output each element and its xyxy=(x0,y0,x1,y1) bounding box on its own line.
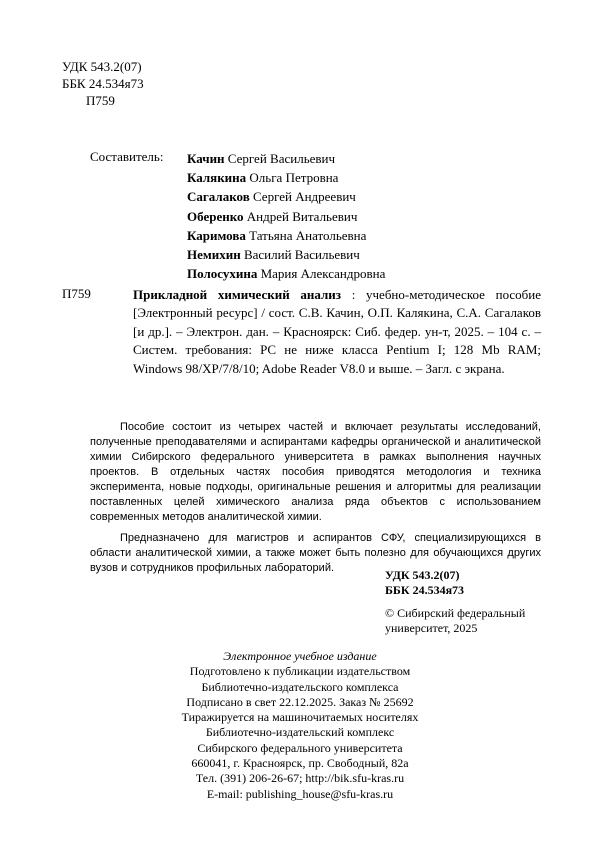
imprint-line: Подписано в свет 22.12.2025. Заказ № 25692 xyxy=(186,694,414,709)
compiler-entry xyxy=(187,226,385,245)
compiler-surname: Каримова xyxy=(187,227,246,243)
imprint-line: Библиотечно-издательского комплекса xyxy=(201,679,399,694)
classification-block-bottom xyxy=(385,568,464,598)
imprint xyxy=(120,649,480,802)
compiler-name: Мария Александровна xyxy=(260,266,386,282)
compiler-surname: Оберенко xyxy=(187,208,244,224)
copyright xyxy=(385,606,525,636)
imprint-line: E-mail: publishing_house@sfu-kras.ru xyxy=(206,786,394,801)
compiler-surname: Сагалаков xyxy=(187,189,250,205)
compiler-entry xyxy=(187,187,385,206)
compiler-surname: Качин xyxy=(187,151,225,166)
imprint-line: Сибирского федерального университета xyxy=(197,740,403,755)
compiler-name: Татьяна Анатольевна xyxy=(249,227,367,243)
bibliographic-record xyxy=(133,286,541,378)
edition-type: Электронное учебное издание xyxy=(223,649,377,663)
compiler-entry xyxy=(187,264,385,283)
record-index: П759 xyxy=(62,286,91,301)
imprint-line: Тиражируется на машиночитаемых носителях xyxy=(181,710,419,725)
imprint-line: Подготовлено к публикации издательством xyxy=(189,664,411,679)
abstract xyxy=(90,420,541,576)
classification-block-top xyxy=(62,58,144,109)
udk-code: УДК 543.2(07) xyxy=(62,59,142,74)
copyright-line: университет, 2025 xyxy=(385,621,478,635)
compiler-entry xyxy=(187,168,385,187)
imprint-line: 660041, г. Красноярск, пр. Свободный, 82а xyxy=(191,756,409,771)
imprint-line: Библиотечно-издательский комплекс xyxy=(205,725,395,740)
compiler-entry xyxy=(187,245,385,264)
compiler-name: Ольга Петровна xyxy=(249,170,339,186)
compilers-label: Составитель: xyxy=(90,149,164,164)
compiler-surname: Полосухина xyxy=(187,266,258,282)
bbk-code: ББК 24.534я73 xyxy=(385,583,465,597)
udk-code: УДК 543.2(07) xyxy=(385,568,460,582)
compiler-surname: Калякина xyxy=(187,170,247,186)
abstract-paragraph: Пособие состоит из четырех частей и включает результаты исследований, полученные преподавателями и аспирантами кафедры органической и аналитической химии Сибирского федерального университета в рамках выполнения научных проектов. В отдельных частях пособия приводятся методология и техника эксперимента, новые подходы, оригинальные решения и алгоритмы для реализации поставленных целей химического анализа ряда объектов с использованием современных методов аналитической химии. xyxy=(90,421,541,523)
compiler-name: Сергей Васильевич xyxy=(227,151,336,166)
compiler-name: Василий Васильевич xyxy=(243,247,360,263)
abstract-paragraph: Предназначено для магистров и аспирантов СФУ, специализирующихся в области аналитической химии, а также может быть полезно для обучающихся других вузов и сотрудников профильных лабораторий. xyxy=(90,532,541,574)
compilers-list xyxy=(187,149,385,283)
copyright-line: © Сибирский федеральный xyxy=(385,606,526,620)
compiler-surname: Немихин xyxy=(187,247,241,263)
record-body: : учебно-методическое пособие [Электронный ресурс] / сост. С.В. Качин, О.П. Калякина, С.А. Сагалаков [и др.]. – Электрон. дан. – Красноярск: Сиб. федер. ун-т, 2025. – 104 с. – Систем. требования: PC не ниже класса Pentium I; 128 Mb RAM; Windows 98/XP/7/8/10; Adobe Reader V8.0 и выше. – Загл. с экрана. xyxy=(133,287,541,376)
compiler-name: Сергей Андреевич xyxy=(252,189,356,205)
imprint-line: Тел. (391) 206-26-67; http://bik.sfu-kras.ru xyxy=(195,771,405,786)
compiler-entry xyxy=(187,207,385,226)
compiler-entry xyxy=(187,149,385,168)
book-title: Прикладной химический анализ xyxy=(133,287,342,302)
bbk-code: ББК 24.534я73 xyxy=(62,76,144,91)
compiler-name: Андрей Витальевич xyxy=(246,208,358,224)
author-index: П759 xyxy=(86,93,115,108)
